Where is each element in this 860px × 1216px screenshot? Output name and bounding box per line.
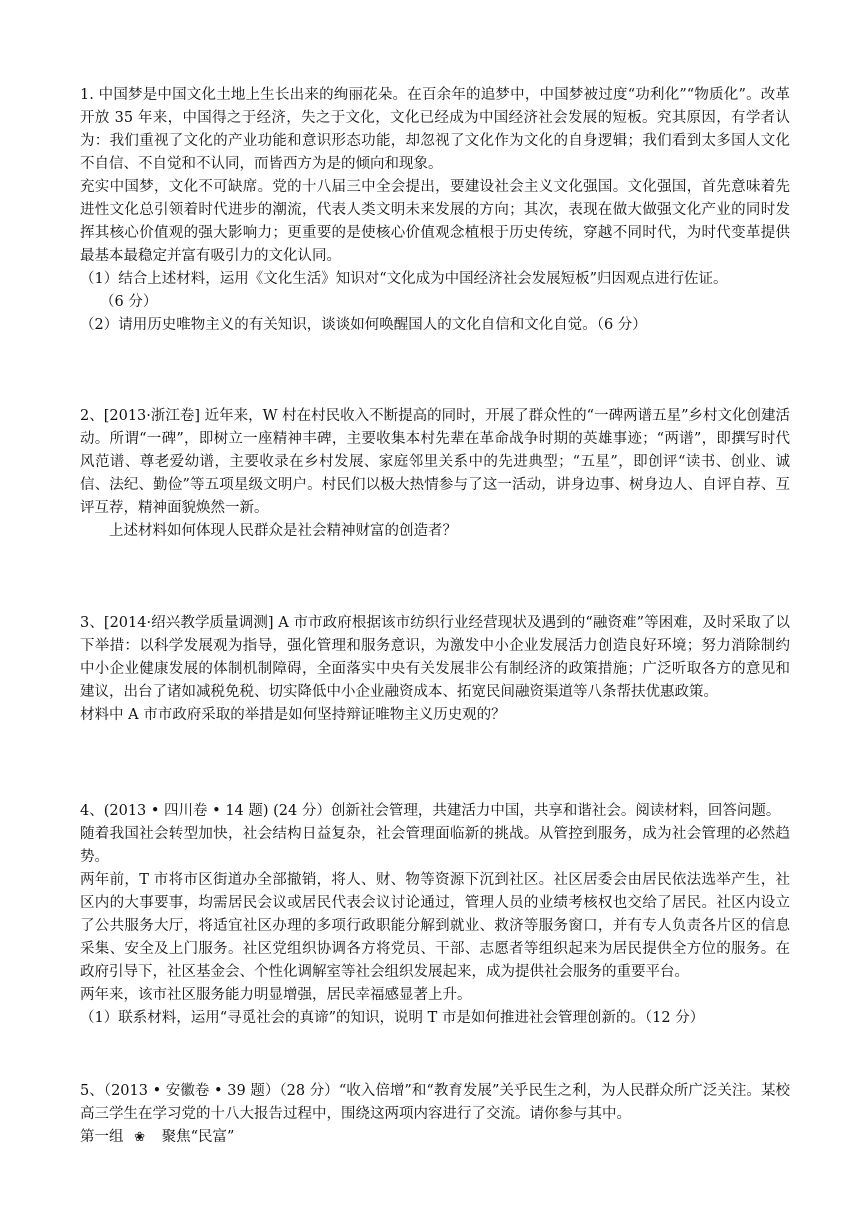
- question-1: [80, 84, 790, 337]
- question-4: [80, 800, 790, 1030]
- q1-subquestion-2: （2）请用历史唯物主义的有关知识，谈谈如何唤醒国人的文化自信和文化自觉。（6 分）: [80, 317, 647, 333]
- q2-material: 2、[2013·浙江卷] 近年来，W 村在村民收入不断提高的同时，开展了群众性的“一碑两谱五星”乡村文化创建活动。所谓“一碑”，即树立一座精神丰碑，主要收集本村先辈在革命战争时期的英雄事迹；“两谱”，即撰写时代风范谱、尊老爱幼谱，主要收录在乡村发展、家庭邻里关系中的先进典型；“五星”，即创评“读书、创业、诚信、法纪、勤俭”等五项星级文明户。村民们以极大热情参与了这一活动，讲身边事、树身边人、自评自荐、互评互荐，精神面貌焕然一新。: [80, 408, 790, 516]
- q5-group-title: 聚焦“民富”: [161, 1129, 235, 1145]
- q1-subquestion-1: （1）结合上述材料，运用《文化生活》知识对“文化成为中国经济社会发展短板”归因观点进行佐证。: [80, 271, 728, 287]
- q4-material-1: 随着我国社会转型加快，社会结构日益复杂，社会管理面临新的挑战。从管控到服务，成为社会管理的必然趋势。: [80, 826, 790, 865]
- q4-material-3: 两年来，该市社区服务能力明显增强，居民幸福感显著上升。: [80, 987, 472, 1003]
- q3-material: 3、[2014·绍兴教学质量调测] A 市市政府根据该市纺织行业经营现状及遇到的“融资难”等困难，及时采取了以下举措：以科学发展观为指导，强化管理和服务意识，为激发中小企业发展活力创造良好环境；努力消除制约中小企业健康发展的体制机制障碍，全面落实中央有关发展非公有制经济的政策措施；广泛听取各方的意见和建议，出台了诸如减税免税、切实降低中小企业融资成本、拓宽民间融资渠道等八条帮扶优惠政策。: [80, 615, 790, 700]
- question-3: [80, 612, 790, 727]
- q1-material-2: 充实中国梦，文化不可缺席。党的十八届三中全会提出，要建设社会主义文化强国。文化强国，首先意味着先进性文化总引领着时代进步的潮流，代表人类文明未来发展的方向；其次，表现在做大做强文化产业的同时发挥其核心价值观的强大影响力；更重要的是使核心价值观念植根于历史传统，穿越不同时代，为时代变革提供最基本最稳定并富有吸引力的文化认同。: [80, 179, 790, 264]
- q5-group-label: 第一组: [80, 1129, 124, 1145]
- flower-icon: ❀: [134, 1130, 146, 1145]
- q5-group-line: [80, 1126, 790, 1149]
- question-5: [80, 1080, 790, 1149]
- q1-subquestion-1-score: （6 分）: [100, 294, 158, 310]
- q4-intro: 4、(2013 • 四川卷 • 14 题) (24 分）创新社会管理，共建活力中国，共享和谐社会。阅读材料，回答问题。: [80, 803, 781, 819]
- q1-material-1: 1. 中国梦是中国文化土地上生长出来的绚丽花朵。在百余年的追梦中，中国梦被过度“功利化”“物质化”。改革开放 35 年来，中国得之于经济，失之于文化，文化已经成为中国经济社会发展的短板。究其原因，有学者认为：我们重视了文化的产业功能和意识形态功能，却忽视了文化作为文化的自身逻辑；我们看到太多国人文化不自信、不自觉和不认同，而皆西方为是的倾向和现象。: [80, 87, 790, 172]
- q5-material: 5、（2013 • 安徽卷 • 39 题）（28 分）“收入倍增”和“教育发展”关乎民生之利，为人民群众所广泛关注。某校高三学生在学习党的十八大报告过程中，围绕这两项内容进行了交流。请你参与其中。: [80, 1083, 790, 1122]
- q2-question: 上述材料如何体现人民群众是社会精神财富的创造者？: [109, 523, 457, 539]
- question-2: [80, 405, 790, 543]
- q3-question: 材料中 A 市市政府采取的举措是如何坚持辩证唯物主义历史观的？: [80, 707, 506, 723]
- q4-material-2: 两年前，T 市将市区街道办全部撤销，将人、财、物等资源下沉到社区。社区居委会由居民依法选举产生，社区内的大事要事，均需居民会议或居民代表会议讨论通过，管理人员的业绩考核权也交给了居民。社区内设立了公共服务大厅，将适宜社区办理的多项行政职能分解到就业、救济等服务窗口，并有专人负责各片区的信息采集、安全及上门服务。社区党组织协调各方将党员、干部、志愿者等组织起来为居民提供全方位的服务。在政府引导下，社区基金会、个性化调解室等社会组织发展起来，成为提供社会服务的重要平台。: [80, 872, 790, 980]
- q4-subquestion-1: （1）联系材料，运用“寻觅社会的真谛”的知识，说明 T 市是如何推进社会管理创新的。（12 分）: [80, 1010, 705, 1026]
